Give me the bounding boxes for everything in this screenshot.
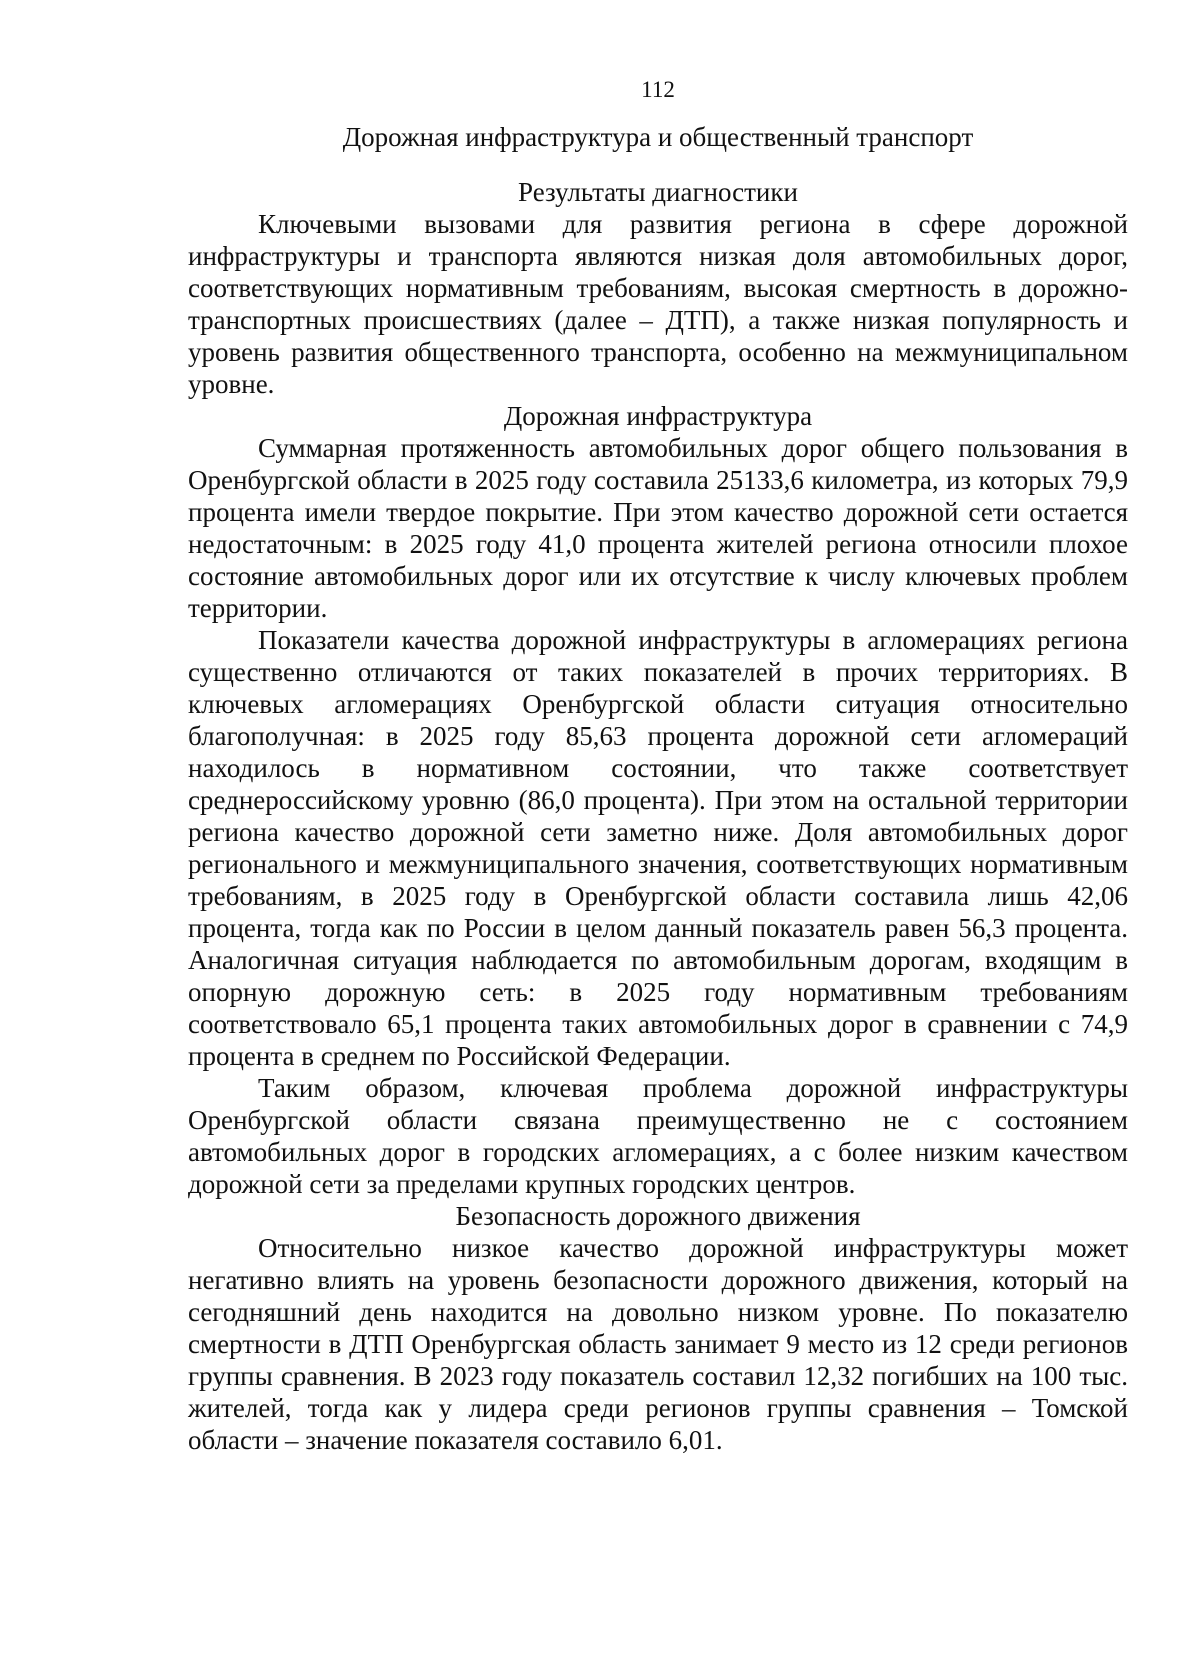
document-title: Дорожная инфраструктура и общественный транспорт bbox=[342, 122, 974, 152]
paragraph-road-length: Суммарная протяженность автомобильных дорог общего пользования в Оренбургской области в 2025 году составила 25133,6 километра, из которых 79,9 процента имели твердое покрытие. При этом качество дорожной сети остается недостаточным: в 2025 году 41,0 процента жителей региона относили плохое состояние автомобильных дорог или их отсутствие к числу ключевых проблем территории. bbox=[188, 433, 1128, 623]
paragraph-diagnostics: Ключевыми вызовами для развития региона в сфере дорожной инфраструктуры и транспорта являются низкая доля автомобильных дорог, соответствующих нормативным требованиям, высокая смертность в дорожно-транспортных происшествиях (далее – ДТП), а также низкая популярность и уровень развития общественного транспорта, особенно на межмуниципальном уровне. bbox=[188, 209, 1128, 399]
paragraph-road-safety: Относительно низкое качество дорожной инфраструктуры может негативно влиять на уровень безопасности дорожного движения, который на сегодняшний день находится на довольно низком уровне. По показателю смертности в ДТП Оренбургская область занимает 9 место из 12 среди регионов группы сравнения. В 2023 году показатель составил 12,32 погибших на 100 тыс. жителей, тогда как у лидера среди регионов группы сравнения – Томской области – значение показателя составило 6,01. bbox=[188, 1233, 1128, 1455]
document-page bbox=[188, 74, 1128, 1456]
paragraph-agglomerations: Показатели качества дорожной инфраструктуры в агломерациях региона существенно отличаются от таких показателей в прочих территориях. В ключевых агломерациях Оренбургской области ситуация относительно благополучная: в 2025 году 85,63 процента дорожной сети агломераций находилось в нормативном состоянии, что также соответствует среднероссийскому уровню (86,0 процента). При этом на остальной территории региона качество дорожной сети заметно ниже. Доля автомобильных дорог регионального и межмуниципального значения, соответствующих нормативным требованиям, в 2025 году в Оренбургской области составила лишь 42,06 процента, тогда как по России в целом данный показатель равен 56,3 процента. Аналогичная ситуация наблюдается по автомобильным дорогам, входящим в опорную дорожную сеть: в 2025 году нормативным требованиям соответствовало 65,1 процента таких автомобильных дорог в сравнении с 74,9 процента в среднем по Российской Федерации. bbox=[188, 625, 1128, 1071]
paragraph-conclusion: Таким образом, ключевая проблема дорожной инфраструктуры Оренбургской области связана преимущественно не с состоянием автомобильных дорог в городских агломерациях, а с более низким качеством дорожной сети за пределами крупных городских центров. bbox=[188, 1073, 1128, 1199]
heading-road-infrastructure: Дорожная инфраструктура bbox=[503, 401, 813, 431]
heading-diagnostics: Результаты диагностики bbox=[518, 177, 798, 207]
heading-road-safety: Безопасность дорожного движения bbox=[455, 1201, 861, 1231]
page-number: 112 bbox=[641, 77, 675, 102]
